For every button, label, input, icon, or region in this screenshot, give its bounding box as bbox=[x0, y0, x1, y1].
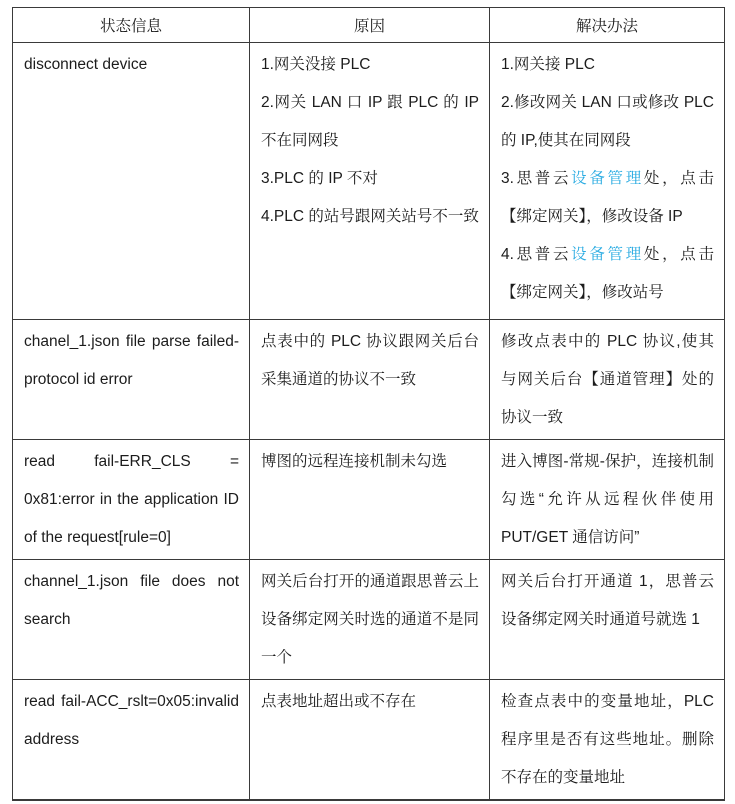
status-cell bbox=[13, 560, 250, 680]
cause-cell bbox=[250, 320, 490, 440]
paragraph bbox=[24, 46, 239, 84]
text-segment: chanel_1.json file parse failed-protocol id error bbox=[24, 333, 239, 388]
paragraph bbox=[501, 160, 714, 236]
cause-cell bbox=[250, 43, 490, 320]
solution-cell bbox=[490, 680, 725, 801]
paragraph bbox=[261, 160, 479, 198]
header-solution: 解决办法 bbox=[490, 8, 725, 43]
paragraph bbox=[261, 443, 479, 481]
paragraph bbox=[261, 46, 479, 84]
table-row bbox=[13, 320, 725, 440]
status-cell bbox=[13, 320, 250, 440]
paragraph bbox=[501, 323, 714, 437]
solution-cell bbox=[490, 440, 725, 560]
text-segment: 点表地址超出或不存在 bbox=[261, 693, 417, 710]
text-segment: 网关后台打开的通道跟思普云上设备绑定网关时选的通道不是同一个 bbox=[261, 573, 479, 666]
paragraph bbox=[501, 46, 714, 84]
table-row bbox=[13, 560, 725, 680]
cause-cell bbox=[250, 680, 490, 801]
text-segment: 4.思普云 bbox=[501, 246, 572, 263]
solution-cell bbox=[490, 560, 725, 680]
text-segment: 1.网关没接 PLC bbox=[261, 56, 371, 73]
text-segment: 检查点表中的变量地址，PLC 程序里是否有这些地址。删除不存在的变量地址 bbox=[501, 693, 714, 786]
status-cell bbox=[13, 680, 250, 801]
text-segment: read fail-ACC_rslt=0x05:invalid address bbox=[24, 693, 239, 748]
text-segment: read fail-ERR_CLS = 0x81:error in the application ID of the request[rule=0] bbox=[24, 453, 239, 546]
paragraph bbox=[24, 443, 239, 557]
device-management-highlight: 设备管理 bbox=[571, 170, 644, 187]
paragraph bbox=[501, 683, 714, 797]
text-segment: disconnect device bbox=[24, 56, 148, 73]
table-row bbox=[13, 440, 725, 560]
paragraph bbox=[261, 323, 479, 399]
solution-cell bbox=[490, 320, 725, 440]
text-segment: 4.PLC 的站号跟网关站号不一致 bbox=[261, 208, 479, 225]
text-segment: 3.思普云 bbox=[501, 170, 572, 187]
text-segment: 2.修改网关 LAN 口或修改 PLC 的 IP,使其在同网段 bbox=[501, 94, 714, 149]
cause-cell bbox=[250, 560, 490, 680]
text-segment: 进入博图-常规-保护，连接机制勾选“允许从远程伙伴使用 PUT/GET 通信访问” bbox=[501, 453, 714, 546]
paragraph bbox=[501, 563, 714, 639]
text-segment: channel_1.json file does not search bbox=[24, 573, 239, 628]
text-segment: 处，点击【绑定网关】，修改站号 bbox=[501, 246, 714, 301]
text-segment: 博图的远程连接机制未勾选 bbox=[261, 453, 448, 470]
paragraph bbox=[24, 323, 239, 399]
status-cell bbox=[13, 43, 250, 320]
paragraph bbox=[24, 563, 239, 639]
header-cause: 原因 bbox=[250, 8, 490, 43]
paragraph bbox=[261, 683, 479, 721]
paragraph bbox=[501, 84, 714, 160]
paragraph bbox=[501, 443, 714, 557]
status-cell bbox=[13, 440, 250, 560]
text-segment: 处，点击【绑定网关】，修改设备 IP bbox=[501, 170, 714, 225]
cause-cell bbox=[250, 440, 490, 560]
device-management-highlight: 设备管理 bbox=[571, 246, 644, 263]
table-body bbox=[13, 43, 725, 801]
paragraph bbox=[261, 84, 479, 160]
table-row bbox=[13, 43, 725, 320]
paragraph bbox=[261, 563, 479, 677]
paragraph bbox=[24, 683, 239, 759]
header-row bbox=[13, 8, 725, 43]
text-segment: 1.网关接 PLC bbox=[501, 56, 595, 73]
paragraph bbox=[261, 198, 479, 236]
paragraph bbox=[501, 236, 714, 312]
text-segment: 3.PLC 的 IP 不对 bbox=[261, 170, 378, 187]
text-segment: 点表中的 PLC 协议跟网关后台采集通道的协议不一致 bbox=[261, 333, 479, 388]
header-status: 状态信息 bbox=[13, 8, 250, 43]
text-segment: 修改点表中的 PLC 协议,使其与网关后台【通道管理】处的协议一致 bbox=[501, 333, 714, 426]
troubleshooting-table bbox=[12, 7, 725, 801]
table-row bbox=[13, 680, 725, 801]
text-segment: 2.网关 LAN 口 IP 跟 PLC 的 IP 不在同网段 bbox=[261, 94, 479, 149]
solution-cell bbox=[490, 43, 725, 320]
text-segment: 网关后台打开通道 1，思普云设备绑定网关时通道号就选 1 bbox=[501, 573, 714, 628]
